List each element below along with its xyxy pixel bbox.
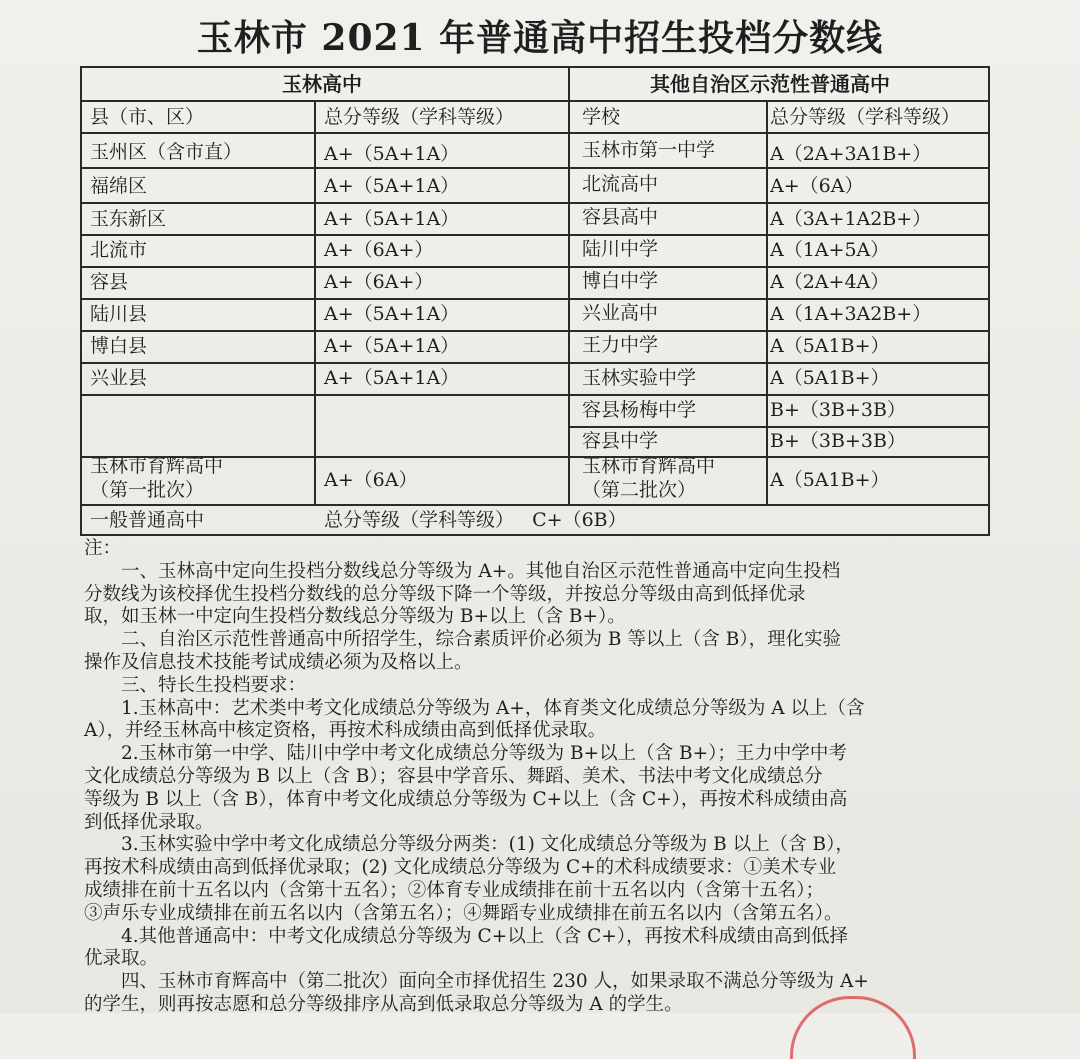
- notes-line: 操作及信息技术技能考试成绩必须为及格以上。: [84, 651, 473, 673]
- notes-line: 注：: [84, 538, 122, 559]
- school-name: 博白中学: [582, 270, 659, 292]
- school-grade: A（2A+4A）: [770, 271, 890, 293]
- yuhui-name-line2: （第二批次）: [582, 479, 697, 501]
- school-grade: A+（6A）: [770, 175, 864, 197]
- notes-line: ③声乐专业成绩排在前五名以内（含第五名）；④舞蹈专业成绩排在前五名以内（含第五名）。: [84, 902, 843, 924]
- notes-line: A），并经玉林高中核定资格，再按术科成绩由高到低择优录取。: [84, 720, 607, 742]
- school-grade: B+（3B+3B）: [770, 399, 906, 421]
- general-label: 一般普通高中: [90, 509, 205, 531]
- notes-line: 分数线为该校择优生投档分数线的总分等级下降一个等级，并按总分等级由高到低择优录: [84, 583, 806, 605]
- divider-h: [82, 202, 988, 204]
- school-grade: A（2A+3A1B+）: [770, 143, 932, 165]
- column-header-grade: 总分等级（学科等级）: [324, 106, 515, 128]
- notes-line: 3.玉林实验中学中考文化成绩总分等级分两类：(1) 文化成绩总分等级为 B 以上（含 B），: [84, 834, 854, 856]
- school-name: 王力中学: [582, 334, 659, 356]
- score-table: [80, 66, 990, 536]
- county-grade: A+（5A+1A）: [324, 175, 460, 197]
- school-grade: A（1A+5A）: [770, 239, 890, 261]
- school-name: 玉林实验中学: [582, 367, 697, 389]
- yuhui-grade: A+（6A）: [324, 469, 418, 491]
- notes-line: 4.其他普通高中：中考文化成绩总分等级为 C+以上（含 C+），再按术科成绩由高到低择: [84, 925, 848, 947]
- school-grade: A（3A+1A2B+）: [770, 208, 932, 230]
- right-section-heading: 其他自治区示范性普通高中: [650, 72, 890, 96]
- county-grade: A+（5A+1A）: [324, 335, 460, 357]
- school-grade: A（5A1B+）: [770, 335, 890, 357]
- school-name: 玉林市第一中学: [582, 139, 716, 161]
- county-name: 兴业县: [90, 367, 148, 389]
- school-name: 容县杨梅中学: [582, 399, 697, 421]
- notes-line: 四、玉林市育辉高中（第二批次）面向全市择优招生 230 人，如果录取不满总分等级为 A+: [84, 971, 869, 993]
- notes-line: 的学生，则再按志愿和总分等级排序从高到低录取总分等级为 A 的学生。: [84, 993, 683, 1015]
- school-grade: A（1A+3A2B+）: [770, 303, 932, 325]
- school-name: 容县高中: [582, 206, 659, 228]
- county-name: 福绵区: [90, 175, 148, 197]
- notes-line: 2.玉林市第一中学、陆川中学中考文化成绩总分等级为 B+以上（含 B+）；王力中学中考: [84, 743, 847, 765]
- notes-line: 二、自治区示范性普通高中所招学生，综合素质评价必须为 B 等以上（含 B），理化实验: [84, 629, 842, 651]
- notes-line: 等级为 B 以上（含 B），体育中考文化成绩总分等级为 C+以上（含 C+），再按术科成绩由高: [84, 788, 848, 810]
- county-grade: A+（6A+）: [324, 271, 434, 293]
- yuhui-name-line2: （第一批次）: [90, 479, 205, 501]
- notes-section: [84, 538, 984, 1017]
- county-name: 北流市: [90, 239, 148, 261]
- column-header-grade: 总分等级（学科等级）: [770, 106, 961, 128]
- notes-line: 优录取。: [84, 948, 159, 970]
- school-grade: A（5A1B+）: [770, 367, 890, 389]
- yuhui-name-line1: 玉林市育辉高中: [582, 455, 716, 477]
- school-name: 容县中学: [582, 430, 659, 452]
- divider-v-left: [314, 100, 316, 504]
- school-name: 兴业高中: [582, 302, 659, 324]
- county-name: 陆川县: [90, 303, 148, 325]
- county-name: 玉东新区: [90, 208, 167, 230]
- county-grade: A+（6A+）: [324, 239, 434, 261]
- left-section-heading: 玉林高中: [282, 72, 362, 96]
- document-title: 玉林市 2021 年普通高中招生投档分数线: [196, 17, 884, 59]
- notes-line: 文化成绩总分等级为 B 以上（含 B）；容县中学音乐、舞蹈、美术、书法中考文化成绩总分: [84, 765, 823, 787]
- county-name: 博白县: [90, 335, 148, 357]
- yuhui-name-line1: 玉林市育辉高中: [90, 455, 224, 477]
- county-grade: A+（5A+1A）: [324, 208, 460, 230]
- column-header-county: 县（市、区）: [90, 106, 205, 128]
- county-grade: A+（5A+1A）: [324, 143, 460, 165]
- notes-line: 取，如玉林一中定向生投档分数线总分等级为 B+以上（含 B+）。: [84, 606, 626, 628]
- county-name: 玉州区（含市直）: [90, 141, 243, 163]
- yuhui-grade: A（5A1B+）: [770, 469, 890, 491]
- divider-v-right: [766, 100, 768, 504]
- column-header-school: 学校: [582, 106, 621, 128]
- notes-line: 到低择优录取。: [84, 811, 214, 833]
- school-name: 陆川中学: [582, 238, 659, 260]
- county-grade: A+（5A+1A）: [324, 367, 460, 389]
- county-grade: A+（5A+1A）: [324, 303, 460, 325]
- notes-line: 1.玉林高中：艺术类中考文化成绩总分等级为 A+，体育类文化成绩总分等级为 A 以上（含: [84, 697, 865, 719]
- divider-h: [82, 100, 988, 102]
- county-name: 容县: [90, 271, 129, 293]
- divider-h: [82, 132, 988, 134]
- notes-line: 成绩排在前十五名以内（含第十五名）；②体育专业成绩排在前十五名以内（含第十五名）；: [84, 879, 825, 901]
- school-grade: B+（3B+3B）: [770, 430, 906, 452]
- notes-line: 三、特长生投档要求：: [84, 674, 307, 696]
- notes-line: 再按术科成绩由高到低择优录取；(2) 文化成绩总分等级为 C+的术科成绩要求：①美术专业: [84, 857, 837, 879]
- school-name: 北流高中: [582, 173, 659, 195]
- general-grade: 总分等级（学科等级） C+（6B）: [324, 509, 627, 531]
- notes-line: 一、玉林高中定向生投档分数线总分等级为 A+。其他自治区示范性普通高中定向生投档: [84, 560, 841, 582]
